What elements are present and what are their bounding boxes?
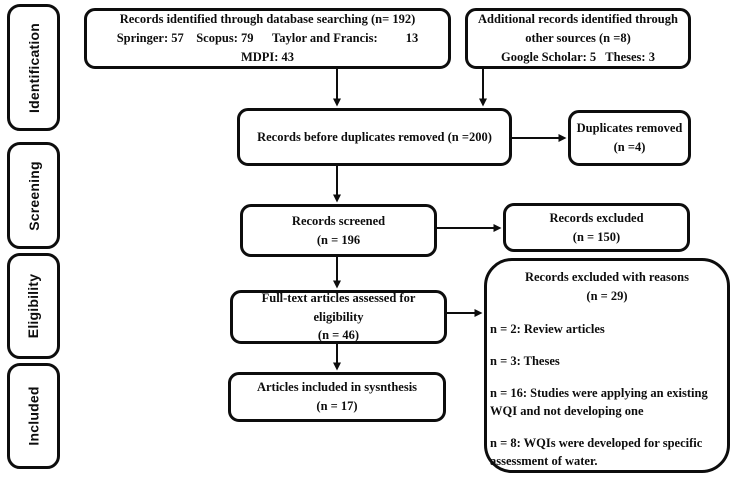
stage-included-label: Included (25, 386, 42, 446)
articles-included-line2: (n = 17) (316, 399, 358, 413)
stage-identification (7, 4, 60, 131)
excluded-with-reasons-title1: Records excluded with reasons (524, 270, 689, 284)
records-excluded-box (503, 203, 690, 252)
records-excluded-line2: (n = 150) (572, 229, 621, 244)
exclusion-reason-item: n = 8: WQIs were developed for specific assessment of water. (490, 436, 703, 469)
records-excluded-line1: Records excluded (549, 210, 644, 225)
records-identified-line3: MDPI: 43 (240, 49, 295, 64)
exclusion-reason-item: n = 16: Studies were applying an existing WQI and not developing one (490, 385, 708, 418)
articles-included-box (228, 372, 446, 422)
stage-identification-label: Identification (25, 22, 42, 113)
exclusion-reason-item: n = 2: Review articles (490, 321, 605, 336)
records-before-duplicates-box (237, 108, 512, 166)
duplicates-removed-line2: (n =4) (613, 140, 646, 154)
fulltext-assessed-line3: (n = 46) (317, 328, 360, 343)
articles-included-line1: Articles included in sysnthesis (256, 380, 418, 395)
stage-screening-label: Screening (25, 160, 42, 231)
excluded-with-reasons-title2: (n = 29) (586, 288, 628, 303)
excluded-with-reasons-box (484, 258, 730, 473)
additional-records-line1: Additional records identified through (478, 12, 678, 27)
exclusion-reasons-list (487, 306, 727, 471)
records-identified-box (84, 8, 451, 69)
additional-records-line2: other sources (n =8) (525, 31, 631, 46)
fulltext-assessed-line1: Full-text articles assessed for (261, 290, 416, 305)
stage-included (7, 363, 60, 469)
records-identified-line1: Records identified through database searching (n= 192) (119, 12, 416, 27)
duplicates-removed-line1: Duplicates removed (576, 121, 683, 136)
duplicates-removed-box (568, 110, 691, 166)
exclusion-reason-item: n = 3: Theses (490, 353, 560, 368)
stage-eligibility (7, 253, 60, 359)
records-identified-line2: Springer: 57 Scopus: 79 Taylor and Francis: 13 (116, 31, 419, 46)
additional-records-box (465, 8, 691, 69)
additional-records-line3: Google Scholar: 5 Theses: 3 (501, 49, 655, 64)
fulltext-assessed-line2: eligibility (313, 309, 364, 324)
fulltext-assessed-box (230, 290, 447, 344)
records-before-duplicates-line1: Records before duplicates removed (n =200) (257, 129, 492, 144)
records-screened-line1: Records screened (291, 213, 386, 228)
records-screened-line2: (n = 196 (316, 232, 361, 247)
stage-eligibility-label: Eligibility (25, 273, 42, 339)
stage-screening (7, 142, 60, 249)
records-screened-box (240, 204, 437, 257)
